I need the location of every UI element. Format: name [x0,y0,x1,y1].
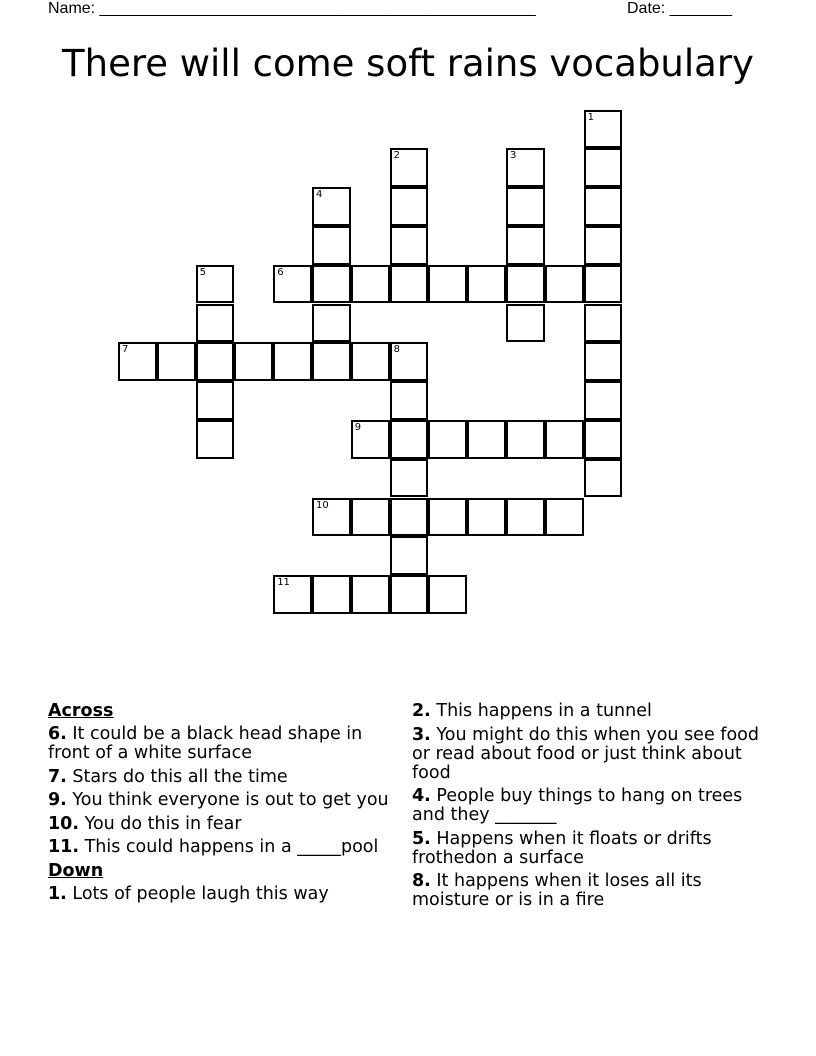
across-clue-9 [48,791,403,810]
crossword-cell[interactable] [584,342,623,381]
clue-text: People buy things to hang on trees and they _______ [412,786,743,825]
clue-text: You do this in fear [79,813,242,834]
clues-left-column [48,702,403,908]
page-title: There will come soft rains vocabulary [62,42,754,85]
clue-number-label: 7 [122,344,129,356]
clue-text: You think everyone is out to get you [66,790,389,810]
crossword-cell[interactable] [584,265,623,304]
crossword-cell[interactable] [390,381,429,420]
crossword-cell[interactable] [467,498,506,537]
crossword-cell[interactable] [351,575,390,614]
clue-number: 11. [48,837,80,857]
clue-number: 2. [412,701,431,721]
crossword-cell[interactable] [312,265,351,304]
crossword-cell[interactable] [312,304,351,343]
crossword-cell[interactable] [584,459,623,498]
name-field-label: Name: _________________________________________________ [48,0,536,17]
crossword-cell[interactable] [545,265,584,304]
crossword-cell[interactable] [584,381,623,420]
crossword-cell[interactable] [390,536,429,575]
clue-number: 7. [48,766,67,787]
crossword-cell[interactable] [428,420,467,459]
crossword-cell[interactable] [467,420,506,459]
crossword-cell[interactable] [506,226,545,265]
across-clue-11 [48,838,403,857]
across-clue-6 [48,725,403,763]
crossword-cell[interactable] [312,226,351,265]
down-clue-5 [412,830,767,868]
crossword-cell[interactable] [312,575,351,614]
crossword-cell[interactable] [196,304,235,343]
crossword-cell[interactable] [312,498,351,537]
clue-number-label: 1 [587,111,594,123]
crossword-cell[interactable] [584,226,623,265]
across-clue-7 [48,768,403,787]
crossword-cell[interactable] [351,420,390,459]
crossword-cell[interactable] [390,420,429,459]
date-field-label: Date: _______ [627,0,732,17]
clue-number-label: 8 [393,344,400,356]
down-clue-8 [412,872,767,910]
down-heading: Down [48,860,104,881]
crossword-cell[interactable] [390,148,429,187]
clues-right-column [412,702,767,915]
clue-number-label: 3 [510,150,517,162]
crossword-cell[interactable] [390,226,429,265]
crossword-cell[interactable] [273,265,312,304]
crossword-cell[interactable] [196,420,235,459]
clue-number: 9. [48,790,67,810]
crossword-cell[interactable] [351,498,390,537]
clue-number-label: 4 [316,189,323,201]
clue-number: 3. [412,724,431,745]
clue-text: It could be a black head shape in front of a white surface [48,724,363,763]
clue-number-label: 11 [277,577,290,589]
crossword-cell[interactable] [506,187,545,226]
crossword-cell[interactable] [390,187,429,226]
clue-text: Happens when it floats or drifts frothedon a surface [412,828,712,868]
crossword-cell[interactable] [506,148,545,187]
crossword-cell[interactable] [234,342,273,381]
crossword-cell[interactable] [312,342,351,381]
clue-text: You might do this when you see food or read about food or just think about food [412,724,759,783]
crossword-cell[interactable] [584,187,623,226]
across-clue-10 [48,815,403,834]
across-heading: Across [48,701,114,721]
clue-number-label: 2 [393,150,400,162]
crossword-cell[interactable] [584,110,623,149]
crossword-cell[interactable] [506,420,545,459]
crossword-cell[interactable] [196,265,235,304]
clue-number: 1. [48,883,67,904]
crossword-cell[interactable] [428,498,467,537]
crossword-cell[interactable] [157,342,196,381]
clue-text: This happens in a tunnel [430,701,652,721]
clue-number: 4. [412,786,431,806]
crossword-cell[interactable] [467,265,506,304]
clue-text: Lots of people laugh this way [66,883,329,904]
down-clue-3 [412,726,767,783]
clue-text: It happens when it loses all its moisture or is in a fire [412,871,702,910]
crossword-cell[interactable] [584,420,623,459]
crossword-cell[interactable] [312,187,351,226]
clue-number: 10. [48,813,80,834]
crossword-cell[interactable] [390,265,429,304]
crossword-cell[interactable] [351,342,390,381]
crossword-cell[interactable] [506,304,545,343]
crossword-cell[interactable] [584,148,623,187]
crossword-cell[interactable] [506,498,545,537]
crossword-cell[interactable] [273,342,312,381]
crossword-cell[interactable] [428,265,467,304]
down-clue-2 [412,702,767,721]
clue-number-label: 9 [354,421,362,433]
crossword-cell[interactable] [390,342,429,381]
clue-number: 8. [412,871,431,891]
clue-number-label: 5 [199,266,206,278]
crossword-cell[interactable] [428,575,467,614]
clue-text: Stars do this all the time [66,766,288,787]
crossword-cell[interactable] [390,575,429,614]
clue-text: This could happens in a _____pool [79,837,379,857]
clue-number-label: 6 [277,266,284,278]
crossword-cell[interactable] [118,342,157,381]
crossword-cell[interactable] [545,498,584,537]
crossword-cell[interactable] [351,265,390,304]
clue-number-label: 10 [316,499,329,511]
crossword-cell[interactable] [390,459,429,498]
down-clue-4 [412,787,767,825]
down-clue-1 [48,885,403,904]
crossword-cell[interactable] [506,265,545,304]
crossword-cell[interactable] [390,498,429,537]
crossword-cell[interactable] [273,575,312,614]
crossword-cell[interactable] [545,420,584,459]
clue-number: 6. [48,724,67,744]
crossword-cell[interactable] [196,381,235,420]
crossword-cell[interactable] [584,304,623,343]
crossword-cell[interactable] [196,342,235,381]
clue-number: 5. [412,828,431,849]
